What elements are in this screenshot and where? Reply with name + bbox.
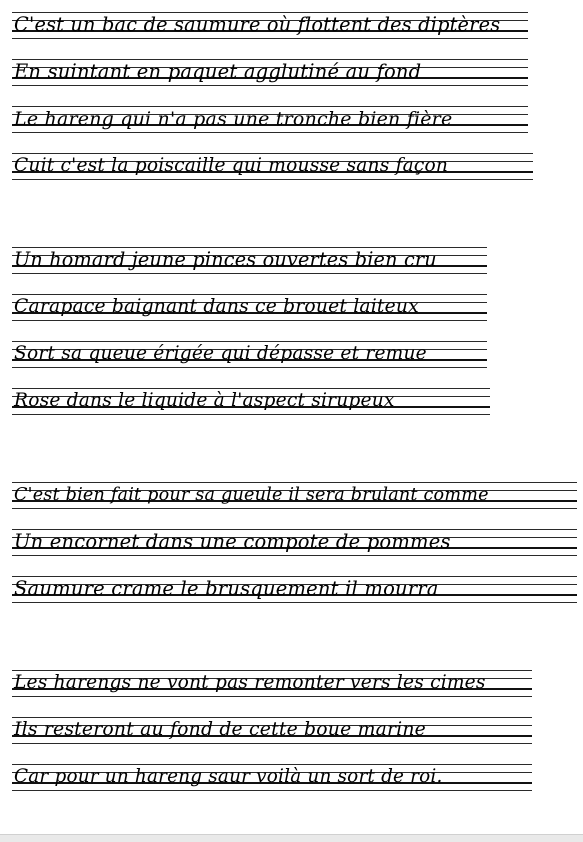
line-text: Carapace baignant dans ce brouet laiteux [14,296,419,317]
line-text: Sort sa queue érigée qui dépasse et remue [14,343,427,364]
line-text: C'est un bac de saumure où flottent des diptères [14,13,501,36]
line-text: Car pour un hareng saur voilà un sort de roi. [14,766,443,787]
horizontal-scrollbar[interactable] [0,834,583,842]
line-text: Saumure crame le brusquement il mourra [14,577,439,600]
line-text: Le hareng qui n'a pas une tronche bien fière [14,108,453,130]
line-text: En suintant en paquet agglutiné au fond [14,60,422,83]
line-text: Un encornet dans une compote de pommes [14,530,451,553]
line-text: Rose dans le liquide à l'aspect sirupeux [14,390,395,411]
line-text: Un homard jeune pinces ouvertes bien cru [14,248,437,271]
line-text: Ils resteront au fond de cette boue marine [14,719,426,740]
line-text: C'est bien fait pour sa gueule il sera brulant comme [14,485,489,505]
line-text: Cuit c'est la poiscaille qui mousse sans façon [14,155,449,176]
line-text: Les harengs ne vont pas remonter vers les cimes [14,672,486,693]
